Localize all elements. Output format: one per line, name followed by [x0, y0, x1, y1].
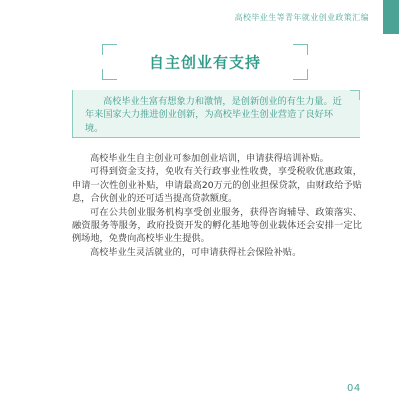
- highlight-text: 高校毕业生富有想象力和激情，是创新创业的有生力量。近年来国家大力推进创业创新，为高校毕业生创业营造了良好环境。: [85, 96, 342, 134]
- running-header: 高校毕业生等青年就业创业政策汇编: [234, 13, 369, 22]
- body-text: [72, 152, 362, 259]
- body-paragraph-4: 高校毕业生灵活就业的，可申请获得社会保险补贴。: [90, 246, 302, 258]
- section-title-frame: [102, 44, 308, 80]
- page-number: 04: [347, 383, 361, 394]
- body-paragraph-2: 可得到资金支持，免收有关行政事业性收费，享受税收优惠政策，申请一次性创业补贴，申请最高20万元的创业担保贷款，由财政给予贴息，合伙创业的还可适当提高贷款额度。: [72, 166, 362, 205]
- highlight-corner: [350, 90, 360, 100]
- highlight-box: [72, 90, 360, 138]
- section-title: 自主创业有支持: [148, 53, 261, 72]
- page-accent-bar: [383, 0, 399, 34]
- body-paragraph-1: 高校毕业生自主创业可参加创业培训，申请获得培训补贴。: [90, 153, 329, 164]
- body-paragraph-3: 可在公共创业服务机构享受创业服务，获得咨询辅导、政策落实、融资服务等服务，政府投资开发的孵化基地等创业载体还会安排一定比例场地，免费向高校毕业生提供。: [72, 206, 362, 245]
